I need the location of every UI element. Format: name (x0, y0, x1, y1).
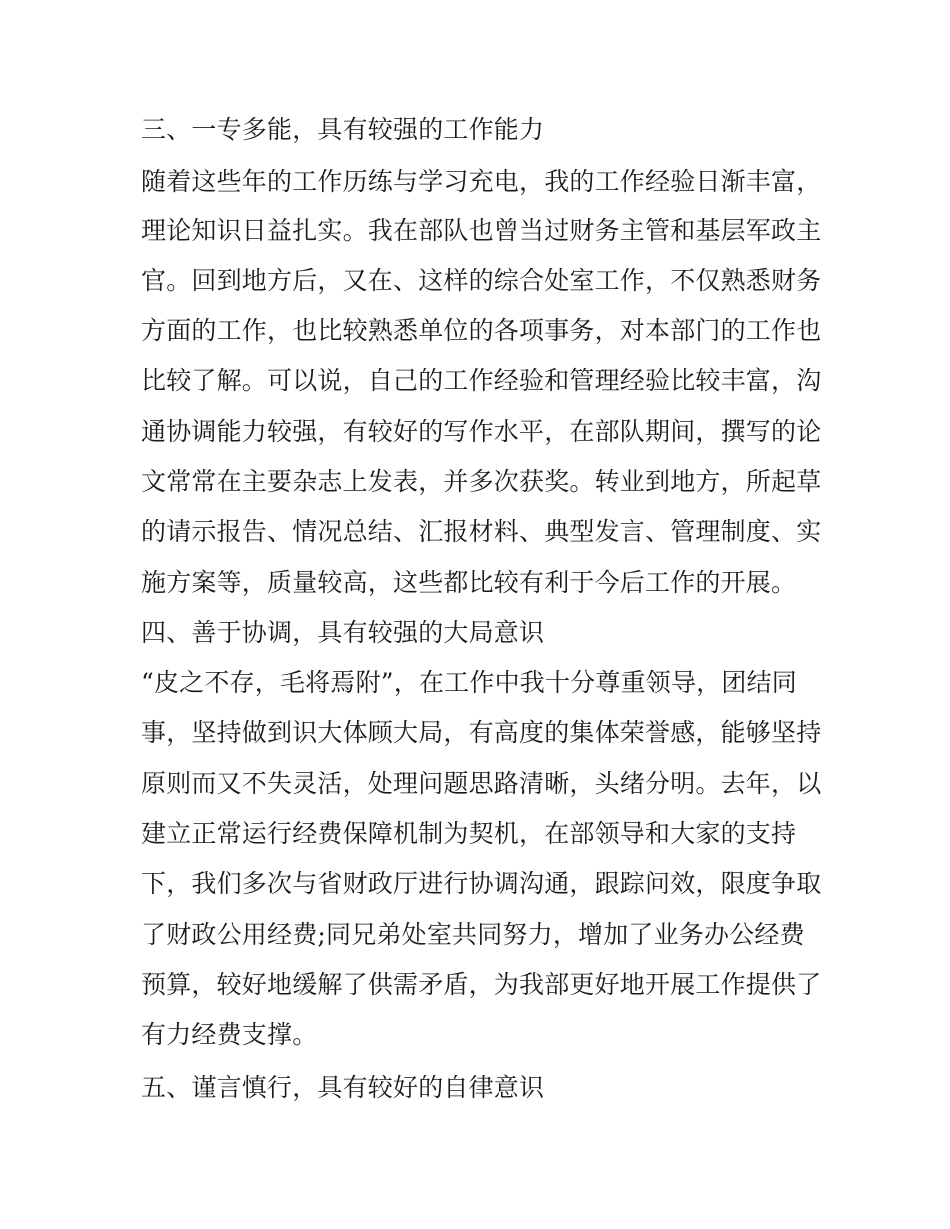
paragraph-line: “皮之不存，毛将焉附”，在工作中我十分尊重领导，团结同 (141, 668, 797, 697)
paragraph-line: 原则而又不失灵活，处理问题思路清晰，头绪分明。去年，以 (141, 769, 822, 798)
paragraph-line: 的请示报告、情况总结、汇报材料、典型发言、管理制度、实 (141, 517, 822, 546)
paragraph-line: 方面的工作，也比较熟悉单位的各项事务，对本部门的工作也 (141, 316, 822, 345)
paragraph-line: 理论知识日益扎实。我在部队也曾当过财务主管和基层军政主 (141, 216, 822, 245)
paragraph-line: 随着这些年的工作历练与学习充电，我的工作经验日渐丰富， (141, 167, 822, 196)
paragraph-line: 事，坚持做到识大体顾大局，有高度的集体荣誉感，能够坚持 (141, 718, 822, 747)
paragraph-line: 预算，较好地缓解了供需矛盾，为我部更好地开展工作提供了 (141, 970, 822, 999)
paragraph-line: 了财政公用经费;同兄弟处室共同努力，增加了业务办公经费 (141, 920, 805, 949)
paragraph-line: 有力经费支撑。 (141, 1020, 318, 1049)
paragraph-line: 通协调能力较强，有较好的写作水平，在部队期间，撰写的论 (141, 417, 822, 446)
paragraph-line: 下，我们多次与省财政厅进行协调沟通，跟踪问效，限度争取 (141, 869, 822, 898)
paragraph-line: 文常常在主要杂志上发表，并多次获奖。转业到地方，所起草 (141, 467, 822, 496)
paragraph-line: 比较了解。可以说，自己的工作经验和管理经验比较丰富，沟 (141, 366, 822, 395)
paragraph-line: 施方案等，质量较高，这些都比较有利于今后工作的开展。 (141, 568, 797, 597)
paragraph-line: 官。回到地方后，又在、这样的综合处室工作，不仅熟悉财务 (141, 266, 822, 295)
section-heading-4: 四、善于协调，具有较强的大局意识 (141, 618, 545, 647)
paragraph-line: 建立正常运行经费保障机制为契机，在部领导和大家的支持 (141, 819, 797, 848)
section-heading-5: 五、谨言慎行，具有较好的自律意识 (141, 1073, 545, 1102)
section-heading-3: 三、一专多能，具有较强的工作能力 (141, 115, 545, 144)
